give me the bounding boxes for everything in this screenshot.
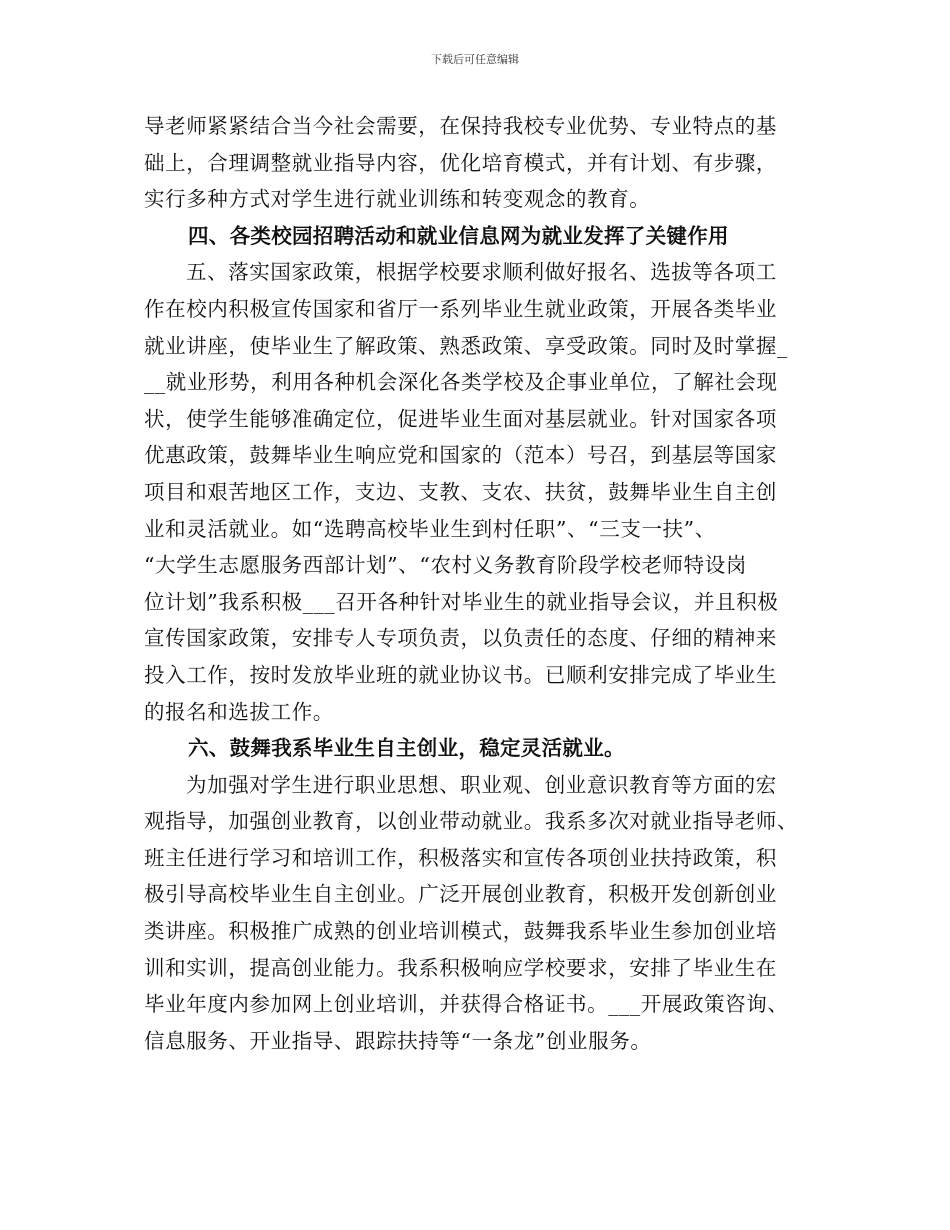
paragraph-line: __就业形势，利用各种机会深化各类学校及企事业单位，了解社会现: [144, 370, 778, 395]
page-header: 下载后可任意编辑: [431, 53, 519, 66]
document-body: [144, 108, 816, 1059]
paragraph-line: 为加强对学生进行职业思想、职业观、创业意识教育等方面的宏: [186, 772, 777, 797]
paragraph-line: 的报名和选拔工作。: [144, 699, 334, 724]
paragraph-line: 五、落实国家政策，根据学校要求顺利做好报名、选拔等各项工: [186, 260, 777, 285]
paragraph-line: 宣传国家政策，安排专人专项负责，以负责任的态度、仔细的精神来: [144, 626, 777, 651]
paragraph-line: 训和实训，提高创业能力。我系积极响应学校要求，安排了毕业生在: [144, 955, 777, 980]
paragraph-line: 状，使学生能够准确定位，促进毕业生面对基层就业。针对国家各项: [144, 406, 777, 431]
paragraph-line: 实行多种方式对学生进行就业训练和转变观念的教育。: [144, 187, 651, 212]
paragraph-line: 信息服务、开业指导、跟踪扶持等“一条龙”创业服务。: [144, 1028, 652, 1053]
paragraph-line: 优惠政策，鼓舞毕业生响应党和国家的（范本）号召，到基层等国家: [144, 443, 777, 468]
paragraph-line: 投入工作，按时发放毕业班的就业协议书。已顺利安排完成了毕业生: [144, 662, 777, 687]
paragraph-line: “大学生志愿服务西部计划”、“农村义务教育阶段学校老师特设岗: [144, 553, 747, 578]
paragraph-line: 就业讲座，使毕业生了解政策、熟悉政策、享受政策。同时及时掌握_: [144, 333, 788, 358]
paragraph-line: 业和灵活就业。如“选聘高校毕业生到村任职”、“三支一扶”、: [144, 516, 716, 541]
paragraph-line: 础上，合理调整就业指导内容，优化培育模式，并有计划、有步骤，: [144, 150, 777, 175]
paragraph-line: 导老师紧紧结合当今社会需要，在保持我校专业优势、专业特点的基: [144, 114, 777, 138]
paragraph-line: 观指导，加强创业教育，以创业带动就业。我系多次对就业指导老师、: [144, 809, 799, 834]
paragraph-line: 位计划”我系积极___召开各种针对毕业生的就业指导会议，并且积极: [144, 589, 779, 614]
paragraph-line: 类讲座。积极推广成熟的创业培训模式，鼓舞我系毕业生参加创业培: [144, 919, 777, 944]
paragraph-line: 项目和艰苦地区工作，支边、支教、支农、扶贫，鼓舞毕业生自主创: [144, 479, 777, 504]
paragraph-line: 极引导高校毕业生自主创业。广泛开展创业教育，积极开发创新创业: [144, 882, 777, 907]
section-heading-4: 四、各类校园招聘活动和就业信息网为就业发挥了关键作用: [188, 223, 729, 248]
paragraph-line: 毕业年度内参加网上创业培训，并获得合格证书。___开展政策咨询、: [144, 992, 789, 1017]
paragraph-line: 作在校内积极宣传国家和省厅一系列毕业生就业政策，开展各类毕业: [144, 296, 777, 321]
section-heading-6: 六、鼓舞我系毕业生自主创业，稳定灵活就业。: [188, 736, 625, 761]
paragraph-line: 班主任进行学习和培训工作，积极落实和宣传各项创业扶持政策，积: [144, 845, 777, 870]
